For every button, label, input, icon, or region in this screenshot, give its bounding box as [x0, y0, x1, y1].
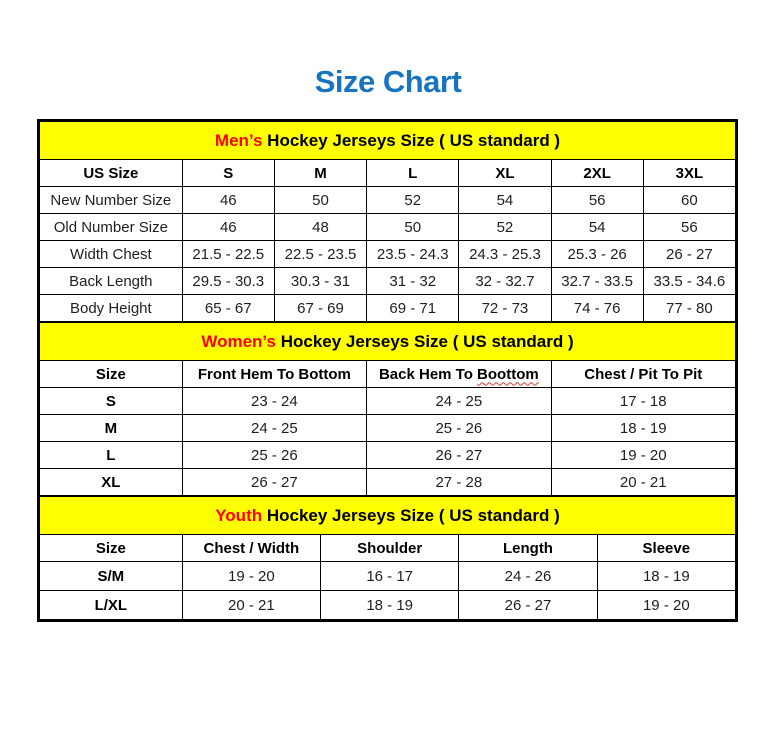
mens-table-row	[40, 214, 736, 241]
womens-cell: 24 - 25	[182, 415, 366, 442]
mens-cell: 67 - 69	[274, 295, 366, 322]
mens-cell: 74 - 76	[551, 295, 643, 322]
womens-cell: 23 - 24	[182, 388, 366, 415]
mens-section-band	[40, 122, 736, 160]
mens-header-row	[40, 160, 736, 187]
mens-cell: 56	[643, 214, 735, 241]
mens-cell: 56	[551, 187, 643, 214]
mens-col-header: XL	[459, 160, 551, 187]
mens-cell: 22.5 - 23.5	[274, 241, 366, 268]
mens-size-table	[39, 121, 736, 322]
mens-row-label: Body Height	[40, 295, 183, 322]
womens-row-label: S	[40, 388, 183, 415]
mens-cell: 24.3 - 25.3	[459, 241, 551, 268]
mens-row-label: Width Chest	[40, 241, 183, 268]
youth-cell: 19 - 20	[182, 562, 320, 591]
mens-cell: 32.7 - 33.5	[551, 268, 643, 295]
womens-cell: 25 - 26	[182, 442, 366, 469]
youth-cell: 18 - 19	[321, 591, 459, 620]
mens-cell: 46	[182, 214, 274, 241]
mens-section-title: Men’s Hockey Jerseys Size ( US standard )	[40, 122, 736, 160]
mens-col-header: M	[274, 160, 366, 187]
mens-cell: 50	[274, 187, 366, 214]
mens-cell: 52	[367, 187, 459, 214]
mens-cell: 26 - 27	[643, 241, 735, 268]
mens-cell: 23.5 - 24.3	[367, 241, 459, 268]
mens-cell: 77 - 80	[643, 295, 735, 322]
mens-cell: 48	[274, 214, 366, 241]
mens-cell: 29.5 - 30.3	[182, 268, 274, 295]
womens-header-row	[40, 361, 736, 388]
womens-cell: 17 - 18	[551, 388, 735, 415]
mens-cell: 25.3 - 26	[551, 241, 643, 268]
womens-row-label: XL	[40, 469, 183, 496]
youth-section-band	[40, 497, 736, 535]
size-chart	[37, 119, 738, 622]
mens-row-label: Back Length	[40, 268, 183, 295]
youth-col-header: Chest / Width	[182, 535, 320, 562]
mens-cell: 32 - 32.7	[459, 268, 551, 295]
youth-row-label: L/XL	[40, 591, 183, 620]
youth-cell: 26 - 27	[459, 591, 597, 620]
youth-header-row	[40, 535, 736, 562]
mens-col-header: 3XL	[643, 160, 735, 187]
mens-col-header: 2XL	[551, 160, 643, 187]
mens-col-header: S	[182, 160, 274, 187]
youth-cell: 16 - 17	[321, 562, 459, 591]
page-title: Size Chart	[314, 64, 462, 99]
mens-cell: 69 - 71	[367, 295, 459, 322]
womens-cell: 20 - 21	[551, 469, 735, 496]
youth-size-table	[39, 496, 736, 620]
mens-cell: 60	[643, 187, 735, 214]
womens-col-header: Back Hem To Boottom	[367, 361, 551, 388]
youth-cell: 20 - 21	[182, 591, 320, 620]
mens-table-row	[40, 268, 736, 295]
mens-cell: 72 - 73	[459, 295, 551, 322]
womens-cell: 26 - 27	[182, 469, 366, 496]
womens-col-header: Size	[40, 361, 183, 388]
womens-cell: 25 - 26	[367, 415, 551, 442]
womens-table-row	[40, 388, 736, 415]
womens-section-highlight: Women’s	[201, 331, 276, 351]
mens-section-highlight: Men’s	[214, 130, 263, 150]
womens-cell: 18 - 19	[551, 415, 735, 442]
youth-col-header: Size	[40, 535, 183, 562]
mens-cell: 33.5 - 34.6	[643, 268, 735, 295]
mens-cell: 21.5 - 22.5	[182, 241, 274, 268]
womens-table-row	[40, 469, 736, 496]
womens-section-band	[40, 323, 736, 361]
womens-cell: 19 - 20	[551, 442, 735, 469]
misspelled-word: Boottom	[477, 365, 539, 383]
youth-row-label: S/M	[40, 562, 183, 591]
womens-col-header: Chest / Pit To Pit	[551, 361, 735, 388]
womens-row-label: L	[40, 442, 183, 469]
womens-table-row	[40, 442, 736, 469]
mens-cell: 52	[459, 214, 551, 241]
mens-table-row	[40, 295, 736, 322]
womens-cell: 24 - 25	[367, 388, 551, 415]
youth-section-highlight: Youth	[215, 505, 263, 525]
womens-table-row	[40, 415, 736, 442]
mens-cell: 54	[459, 187, 551, 214]
womens-size-table	[39, 322, 736, 496]
womens-col-header: Front Hem To Bottom	[182, 361, 366, 388]
mens-col-header: L	[367, 160, 459, 187]
youth-col-header: Shoulder	[321, 535, 459, 562]
youth-col-header: Sleeve	[597, 535, 735, 562]
mens-cell: 65 - 67	[182, 295, 274, 322]
mens-cell: 46	[182, 187, 274, 214]
mens-cell: 54	[551, 214, 643, 241]
youth-cell: 24 - 26	[459, 562, 597, 591]
mens-cell: 50	[367, 214, 459, 241]
womens-row-label: M	[40, 415, 183, 442]
youth-section-title: Youth Hockey Jerseys Size ( US standard )	[40, 497, 736, 535]
mens-row-label: Old Number Size	[40, 214, 183, 241]
womens-cell: 26 - 27	[367, 442, 551, 469]
youth-cell: 18 - 19	[597, 562, 735, 591]
youth-table-row	[40, 591, 736, 620]
mens-table-row	[40, 241, 736, 268]
youth-col-header: Length	[459, 535, 597, 562]
mens-row-label: New Number Size	[40, 187, 183, 214]
size-chart-page	[0, 64, 776, 622]
mens-cell: 30.3 - 31	[274, 268, 366, 295]
womens-cell: 27 - 28	[367, 469, 551, 496]
youth-table-row	[40, 562, 736, 591]
youth-cell: 19 - 20	[597, 591, 735, 620]
womens-section-title: Women’s Hockey Jerseys Size ( US standard )	[40, 323, 736, 361]
mens-cell: 31 - 32	[367, 268, 459, 295]
mens-table-row	[40, 187, 736, 214]
mens-col-header: US Size	[40, 160, 183, 187]
